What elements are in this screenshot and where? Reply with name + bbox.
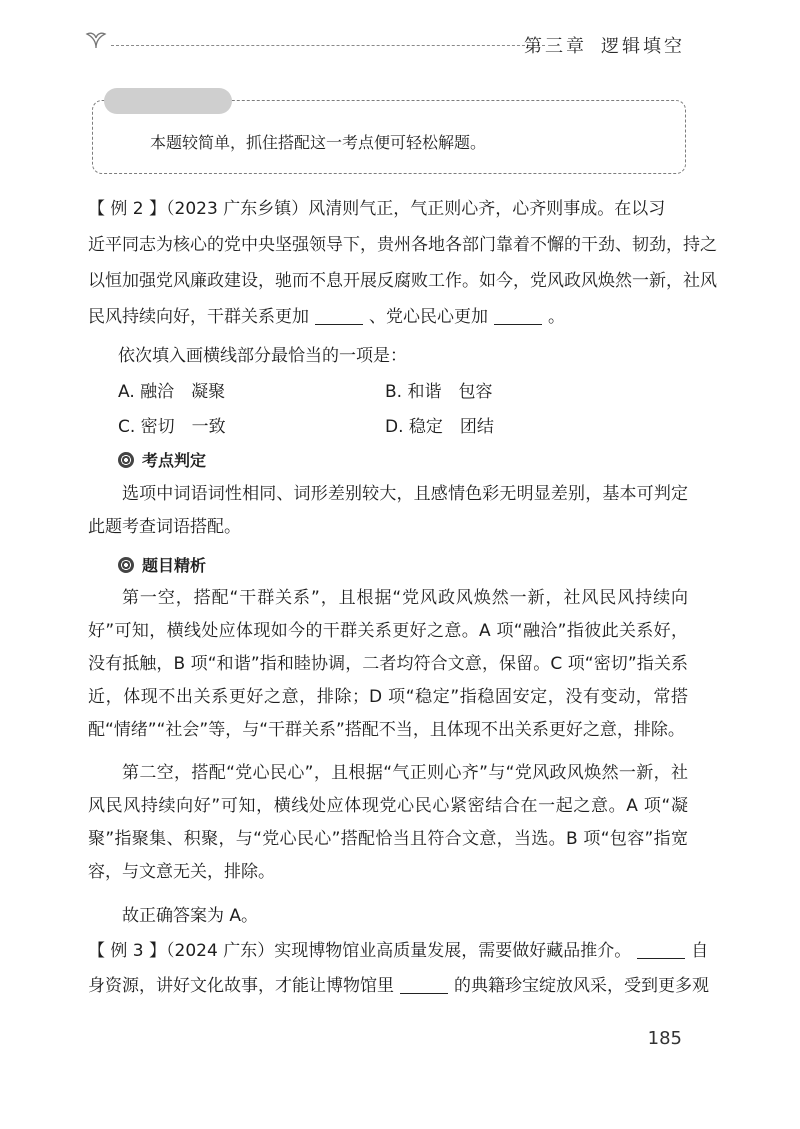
section-bullet-icon: [118, 452, 134, 468]
page-header: [85, 28, 685, 68]
tip-badge: [104, 88, 232, 114]
example2-line-2: 近平同志为核心的党中央坚强领导下，贵州各地各部门靠着不懈的干劲、韧劲，持之: [88, 235, 717, 255]
fill-blank-2: [494, 306, 542, 325]
tip-text: 本题较简单，抓住搭配这一考点便可轻松解题。: [150, 133, 487, 152]
section1-text: 选项中词语词性相同、词形差别较大，且感情色彩无明显差别，基本可判定此题考查词语搭配。: [88, 484, 688, 537]
chapter-number: 第三章: [524, 36, 587, 57]
example3-line-1-text: 【 例 3 】（2024 广东）实现博物馆业高质量发展，需要做好藏品推介。: [88, 941, 632, 961]
example3-line-2-text: 身资源，讲好文化故事，才能让博物馆里: [88, 976, 394, 996]
header-rule: [111, 45, 545, 46]
section-title: 题目精析: [142, 556, 207, 575]
example3-line-1-end: 自: [691, 941, 709, 961]
chapter-title: [524, 32, 685, 58]
example2-line-4: [88, 301, 688, 334]
option-b: B. 和谐 包容: [385, 382, 493, 402]
section-bullet-icon: [118, 557, 134, 573]
section-title: 考点判定: [142, 451, 207, 470]
section-detailed-analysis: [118, 553, 206, 576]
example2-line-3: 以恒加强党风廉政建设，驰而不息开展反腐败工作。如今，党风政风焕然一新，社风: [88, 271, 717, 291]
analysis-paragraph-1: 第一空，搭配“干群关系”，且根据“党风政风焕然一新，社风民风持续向好”可知，横线处应体现如今的干群关系更好之意。A 项“融洽”指彼此关系好，没有抵触，B 项“和谐”指和睦协调，二者均符合文意，保留。C 项“密切”指关系近，体现不出关系更好之意，排除；D 项“稳定”指稳固安定，没有变动，常搭配“情绪”“社会”等，与“干群关系”搭配不当，且体现不出关系更好之意，排除。: [88, 588, 689, 740]
option-d: D. 稳定 团结: [385, 417, 494, 437]
chapter-name: 逻辑填空: [601, 36, 685, 57]
example2-line-4-part2: 、党心民心更加: [369, 307, 488, 327]
answer-line: 故正确答案为 A。: [122, 906, 259, 926]
page-number: 185: [647, 1028, 682, 1049]
leaf-icon: [85, 28, 107, 50]
fill-blank-1: [315, 306, 363, 325]
question-prompt: 依次填入画横线部分最恰当的一项是：: [118, 346, 407, 366]
fill-blank-4: [400, 975, 448, 994]
option-c: C. 密切 一致: [118, 417, 226, 437]
example3-line-2: [88, 970, 709, 1003]
example3-line-1: [88, 935, 709, 968]
example2-line-4-part3: 。: [548, 307, 565, 327]
option-a: A. 融洽 凝聚: [118, 382, 226, 402]
example2-line-1: 【 例 2 】（2023 广东乡镇）风清则气正，气正则心齐，心齐则事成。在以习: [88, 199, 666, 219]
section-analysis-point: [118, 448, 206, 471]
fill-blank-3: [637, 940, 685, 959]
analysis-paragraph-2: 第二空，搭配“党心民心”，且根据“气正则心齐”与“党风政风焕然一新，社风民风持续向好”可知，横线处应体现党心民心紧密结合在一起之意。A 项“凝聚”指聚集、积聚，与“党心民心”搭配恰当且符合文意，当选。B 项“包容”指宽容，与文意无关，排除。: [88, 763, 688, 882]
example3-line-2-end: 的典籍珍宝绽放风采，受到更多观: [454, 976, 709, 996]
example2-line-4-part1: 民风持续向好，干群关系更加: [88, 307, 309, 327]
